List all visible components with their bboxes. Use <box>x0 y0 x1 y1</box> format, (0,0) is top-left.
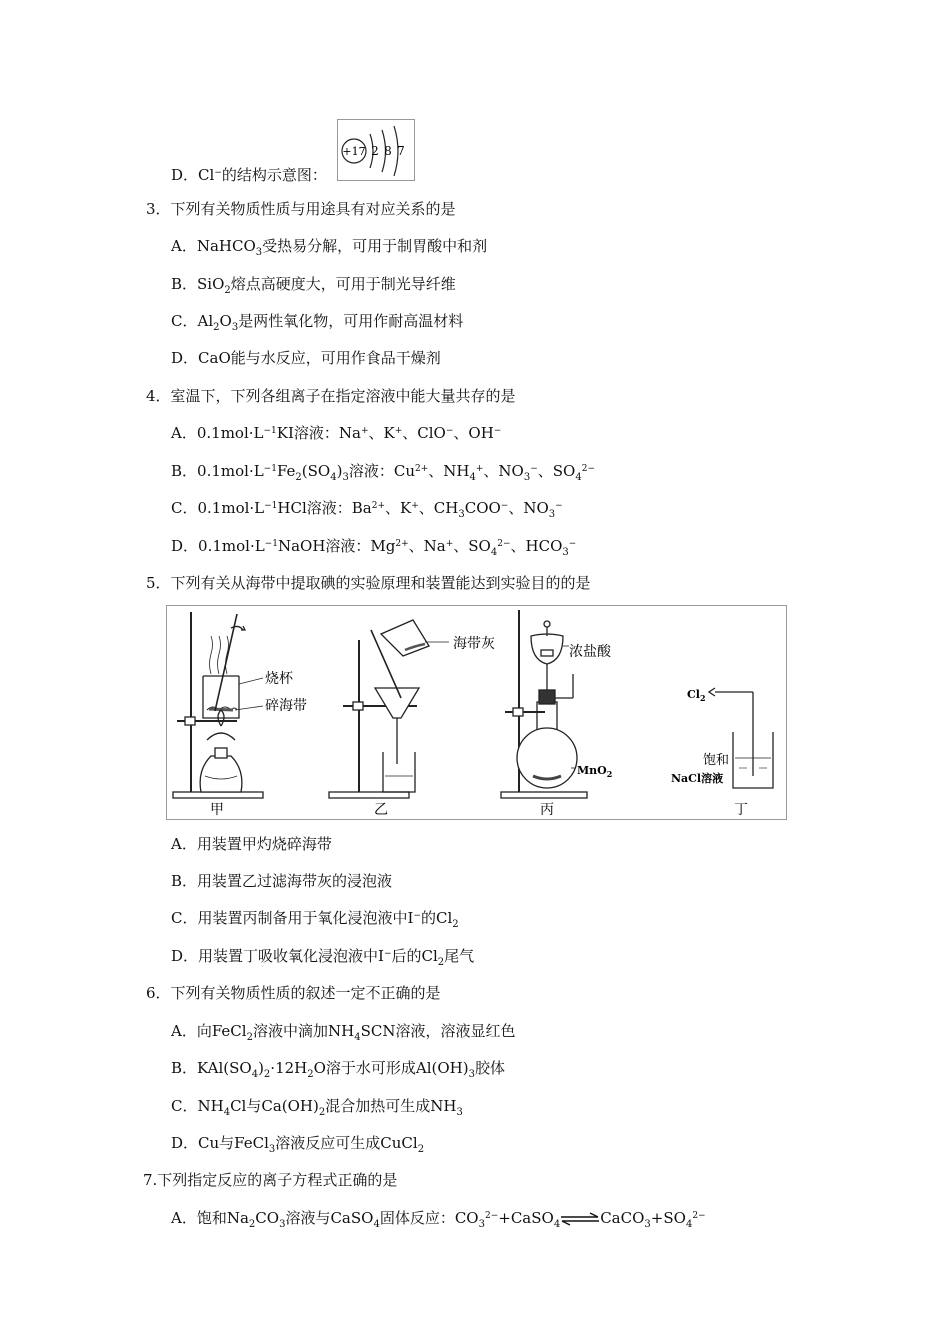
q5-option-c: C．用装置丙制备用于氧化浸泡液中I−的$Cl_2$ <box>171 909 459 930</box>
q4-stem: 4．室温下，下列各组离子在指定溶液中能大量共存的是 <box>146 387 516 405</box>
q5-option-b: B．用装置乙过滤海带灰的浸泡液 <box>171 872 393 890</box>
q3-option-a: A．NaHCO$_3$受热易分解，可用于制胃酸中和剂 <box>171 237 488 258</box>
q3-option-c: C．$Al_2O_3$是两性氧化物，可用作耐高温材料 <box>171 312 464 333</box>
q2-option-d: D．Cl−的结构示意图： <box>171 166 327 184</box>
q6-option-c: C．$NH_4Cl$与$Ca(OH)_2$混合加热可生成$NH_3$ <box>171 1097 463 1118</box>
caption-bing: 丙 <box>540 802 554 818</box>
q6-option-a: A．向FeCl$_2$溶液中滴加$NH_4SCN$溶液，溶液显红色 <box>171 1022 516 1043</box>
q5-stem: 5．下列有关从海带中提取碘的实验原理和装置能达到实验目的的是 <box>146 574 591 592</box>
q6-option-d: D．Cu与FeCl$_3$溶液反应可生成CuCl$_2$ <box>171 1134 425 1155</box>
label-seaweed: 碎海带 <box>265 698 307 714</box>
nucleus-charge: +17 <box>342 145 366 158</box>
q4-option-d: D．$0.1mol\cdot L^{-1}NaOH$溶液：$Mg^{2+}$、Na+、$SO_4^{2-}$、$HCO_3^-$ <box>171 537 577 558</box>
label-cl2-gas: $Cl_2$ <box>687 688 706 703</box>
caption-yi: 乙 <box>374 802 388 818</box>
q6-option-b: B．$KAl(SO_4)_2\cdot 12H_2O$溶于水可形成$Al(OH)_3$胶体 <box>171 1059 506 1080</box>
q7-option-a: A．饱和$Na_2CO_3$溶液与CaSO$_4$固体反应：$CO_3^{2-}+CaSO_4$ $CaCO_3+SO_4^{2-}$ <box>171 1209 706 1230</box>
label-conc-hcl: 浓盐酸 <box>569 644 611 660</box>
label-nacl-solution: NaCl溶液 <box>671 772 724 785</box>
label-beaker: 烧杯 <box>265 671 293 687</box>
q3-stem: 3．下列有关物质性质与用途具有对应关系的是 <box>146 200 456 218</box>
q3-option-b: B．SiO$_2$熔点高硬度大，可用于制光导纤维 <box>171 275 456 296</box>
q4-option-c: C．$0.1mol\cdot L^{-1}HCl$溶液：$Ba^{2+}$、K+、$CH_3COO^-$、$NO_3^-$ <box>171 499 563 520</box>
q4-option-a: A．$0.1mol\cdot L^{-1}KI$溶液：Na+、K+、ClO−、OH− <box>171 424 502 442</box>
shell-3-count: 7 <box>397 144 405 158</box>
iodine-extraction-apparatus-figure <box>166 605 787 820</box>
label-saturated: 饱和 <box>703 753 730 768</box>
chlorine-ion-structure-diagram <box>337 119 415 181</box>
q5-option-d: D．用装置丁吸收氧化浸泡液中I−后的$Cl_2$尾气 <box>171 947 475 968</box>
q5-option-a: A．用装置甲灼烧碎海带 <box>171 835 332 853</box>
shell-1-count: 2 <box>371 144 379 158</box>
equilibrium-arrow-icon <box>560 1211 600 1227</box>
apparatus-bing <box>501 610 587 798</box>
shell-2-count: 8 <box>384 144 392 158</box>
q3-option-d: D．CaO能与水反应，可用作食品干燥剂 <box>171 349 441 367</box>
label-mno2: MnO$_2$ <box>577 764 613 779</box>
q4-option-b: B．$0.1mol\cdot L^{-1}Fe_2(SO_4)_3$溶液：$Cu^{2+}$、$NH_4^+$、$NO_3^-$、$SO_4^{2-}$ <box>171 462 595 483</box>
q7-stem: 7.下列指定反应的离子方程式正确的是 <box>143 1171 398 1189</box>
apparatus-jia <box>173 612 263 798</box>
caption-ding: 丁 <box>734 802 748 818</box>
apparatus-yi <box>329 620 449 798</box>
caption-jia: 甲 <box>210 802 224 818</box>
label-seaweed-ash: 海带灰 <box>453 636 495 652</box>
q6-stem: 6．下列有关物质性质的叙述一定不正确的是 <box>146 984 441 1002</box>
